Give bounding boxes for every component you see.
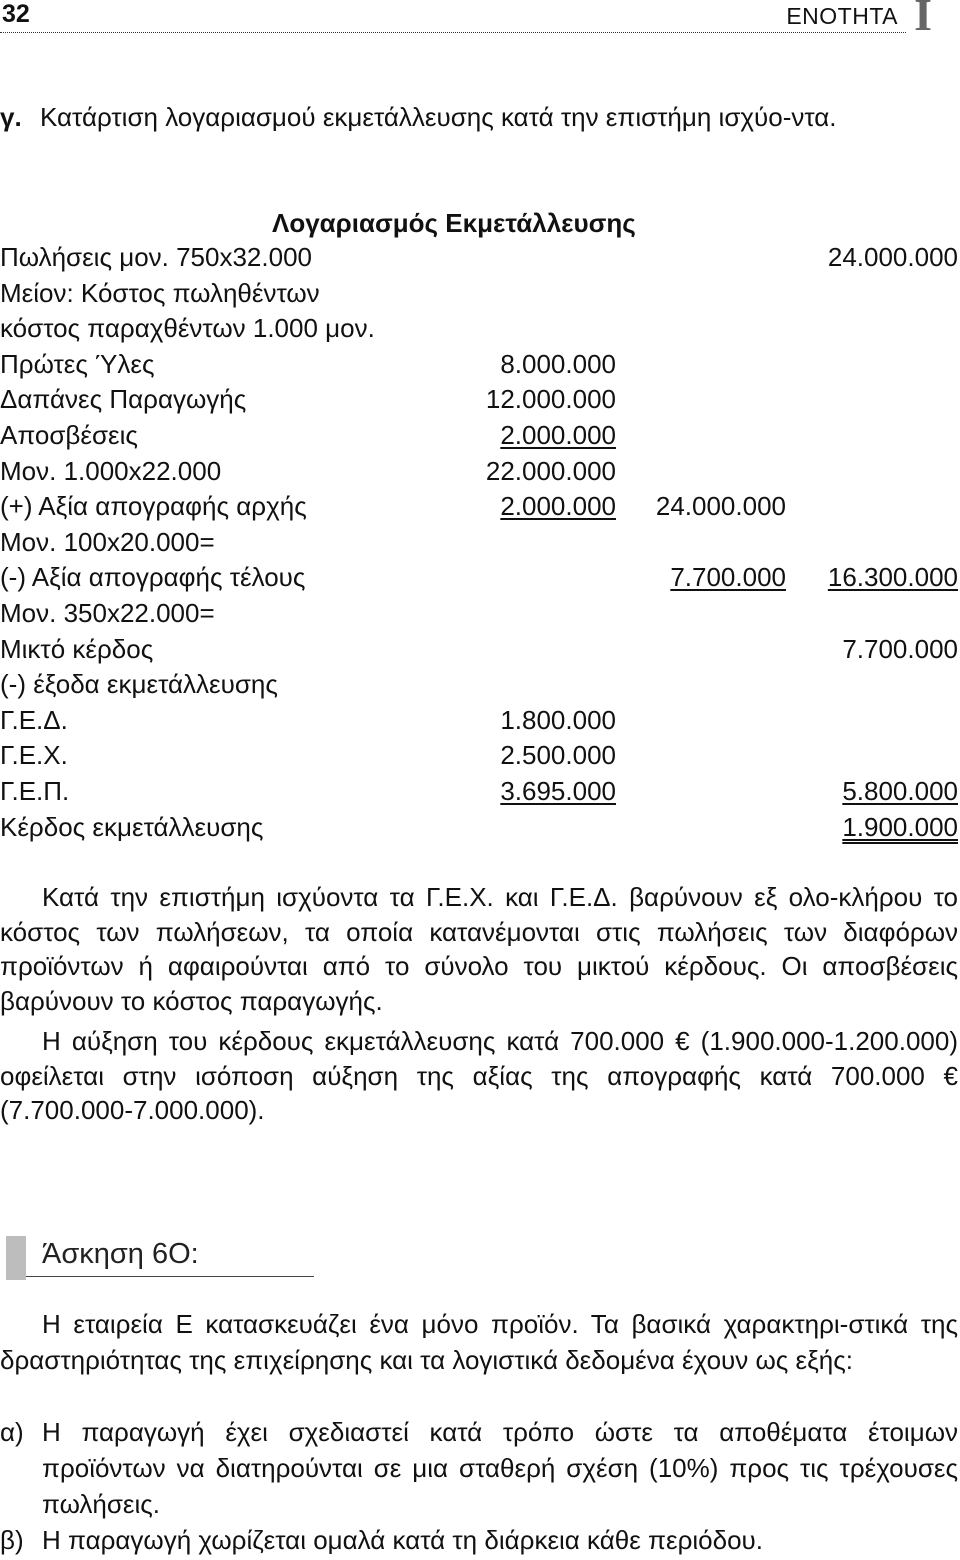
list-item bbox=[0, 1522, 958, 1558]
row-label: Κέρδος εκμετάλλευσης bbox=[0, 811, 264, 842]
account-row bbox=[0, 418, 960, 454]
section-letter: Ι bbox=[914, 0, 932, 40]
account-row bbox=[0, 382, 960, 418]
row-label: Πρώτες Ύλες bbox=[0, 348, 155, 379]
commentary-paragraph: Κατά την επιστήμη ισχύοντα τα Γ.Ε.Χ. και Γ.Ε.Δ. βαρύνουν εξ ολο-κλήρου το κόστος των πωλήσεων, τα οποία κατανέμονται στις πωλήσεις των διαφόρων προϊόντων ή αφαιρούνται από το σύνολο του μικτού κέρδους. Οι αποσβέσεις βαρύνουν το κόστος παραγωγής. bbox=[0, 882, 958, 1016]
row-amount: 22.000.000 bbox=[485, 455, 616, 486]
list-text: Η παραγωγή χωρίζεται ομαλά κατά τη διάρκεια κάθε περιόδου. bbox=[42, 1525, 763, 1555]
question-text: Κατάρτιση λογαριασμού εκμετάλλευσης κατά την επιστήμη ισχύο-ντα. bbox=[40, 102, 837, 132]
account-row bbox=[0, 454, 960, 490]
account-row bbox=[0, 525, 960, 561]
account-row bbox=[0, 240, 960, 276]
row-total: 5.800.000 bbox=[842, 775, 958, 806]
account-row bbox=[0, 560, 960, 596]
account-statement bbox=[0, 240, 960, 845]
row-label: Γ.Ε.Π. bbox=[0, 775, 70, 806]
row-label: Γ.Ε.Δ. bbox=[0, 704, 68, 735]
list-marker: β) bbox=[0, 1525, 24, 1555]
list-item bbox=[0, 1414, 958, 1522]
row-subtotal: 24.000.000 bbox=[655, 491, 786, 522]
account-row bbox=[0, 276, 960, 312]
exercise-marker-bar bbox=[6, 1236, 26, 1280]
row-total: 1.900.000 bbox=[842, 811, 958, 842]
row-label: (-) Αξία απογραφής τέλους bbox=[0, 562, 306, 593]
exercise-title: Άσκηση 6Ο: bbox=[42, 1238, 199, 1270]
row-amount: 12.000.000 bbox=[485, 384, 616, 415]
account-row bbox=[0, 667, 960, 703]
commentary-paragraph: Η αύξηση του κέρδους εκμετάλλευσης κατά 700.000 € (1.900.000-1.200.000) οφείλεται στην ισόποση αύξηση της αξίας της απογραφής κατά 700.000 € (7.700.000-7.000.000). bbox=[0, 1026, 958, 1125]
row-label: Αποσβέσεις bbox=[0, 419, 138, 450]
row-label: Δαπάνες Παραγωγής bbox=[0, 384, 247, 415]
row-amount: 1.800.000 bbox=[500, 704, 616, 735]
list-marker: α) bbox=[0, 1417, 24, 1447]
row-amount: 8.000.000 bbox=[500, 348, 616, 379]
row-subtotal: 7.700.000 bbox=[670, 562, 786, 593]
row-label: Μικτό κέρδος bbox=[0, 633, 154, 664]
row-label: (+) Αξία απογραφής αρχής bbox=[0, 491, 307, 522]
question-heading bbox=[0, 98, 958, 137]
row-total: 7.700.000 bbox=[842, 633, 958, 664]
row-label: Μον. 350x22.000= bbox=[0, 597, 215, 628]
row-amount: 2.000.000 bbox=[500, 419, 616, 450]
list-text: Η παραγωγή έχει σχεδιαστεί κατά τρόπο ώστε τα αποθέματα έτοιμων προϊόντων να διατηρούνται σε μια σταθερή σχέση (10%) προς τις τρέχουσες πωλήσεις. bbox=[42, 1417, 958, 1519]
section-label: ΕΝΟΤΗΤΑ bbox=[786, 3, 898, 29]
header-divider bbox=[0, 32, 906, 33]
account-row bbox=[0, 738, 960, 774]
row-label: κόστος παραχθέντων 1.000 μον. bbox=[0, 313, 375, 344]
account-row bbox=[0, 347, 960, 383]
page-number: 32 bbox=[2, 0, 30, 28]
account-row bbox=[0, 489, 960, 525]
account-row bbox=[0, 632, 960, 668]
row-amount: 2.500.000 bbox=[500, 740, 616, 771]
account-row bbox=[0, 311, 960, 347]
row-label: Μον. 1.000x22.000 bbox=[0, 455, 222, 486]
row-amount: 2.000.000 bbox=[500, 491, 616, 522]
exercise-intro: Η εταιρεία Ε κατασκευάζει ένα μόνο προϊόν. Τα βασικά χαρακτηρι-στικά της δραστηριότητας της επιχείρησης και τα λογιστικά δεδομένα έχουν ως εξής: bbox=[0, 1309, 958, 1375]
row-label: Πωλήσεις μον. 750x32.000 bbox=[0, 242, 312, 272]
account-row bbox=[0, 703, 960, 739]
question-letter: γ. bbox=[0, 102, 22, 132]
row-amount: 3.695.000 bbox=[500, 775, 616, 806]
account-row bbox=[0, 774, 960, 810]
row-label: (-) έξοδα εκμετάλλευσης bbox=[0, 669, 278, 700]
row-total: 16.300.000 bbox=[827, 562, 958, 593]
account-title: Λογαριασμός Εκμετάλλευσης bbox=[272, 208, 636, 238]
account-row bbox=[0, 810, 960, 846]
row-total: 24.000.000 bbox=[827, 242, 958, 272]
row-label: Μείον: Κόστος πωληθέντων bbox=[0, 277, 320, 308]
exercise-underline bbox=[26, 1276, 314, 1277]
row-label: Γ.Ε.Χ. bbox=[0, 740, 68, 771]
account-row bbox=[0, 596, 960, 632]
row-label: Μον. 100x20.000= bbox=[0, 526, 215, 557]
